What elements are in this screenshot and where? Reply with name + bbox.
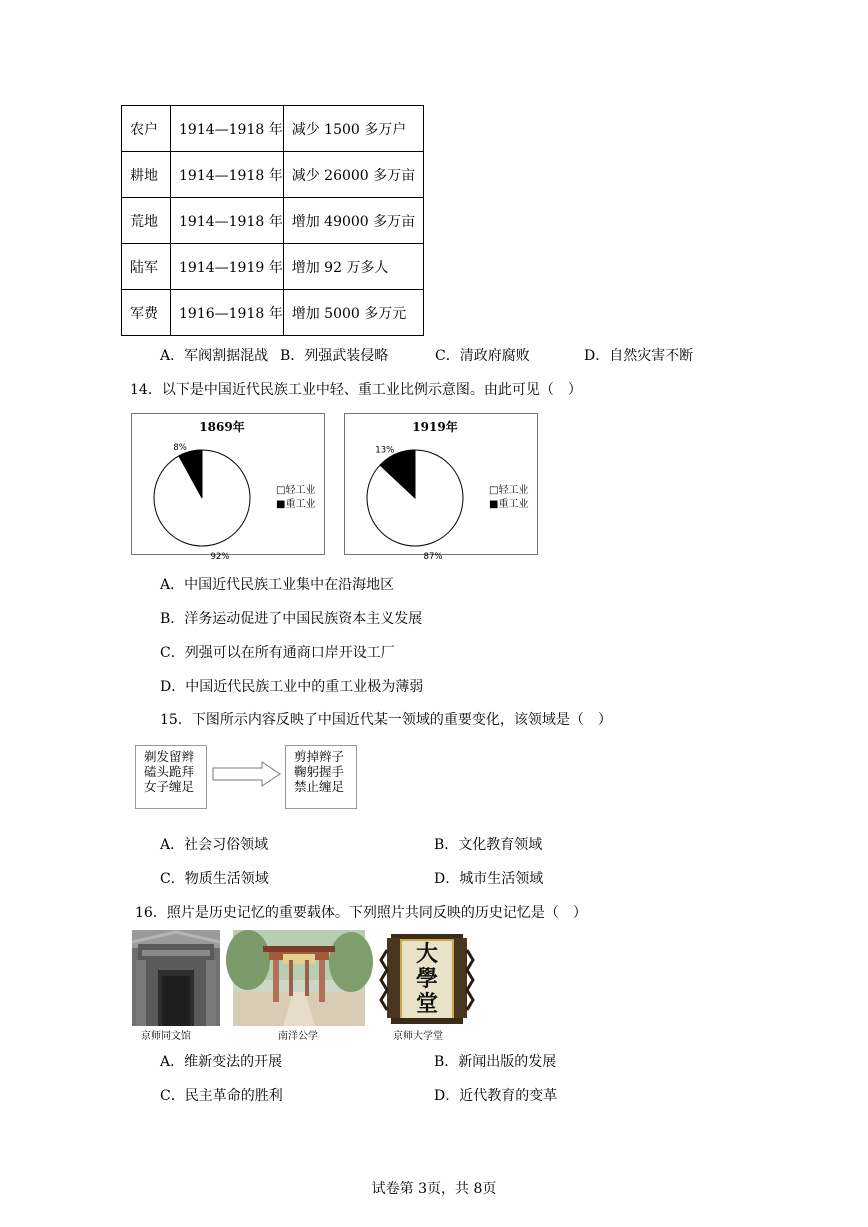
table-row <box>122 106 424 152</box>
before-box <box>135 745 207 809</box>
table-cell: 农户 <box>122 106 171 152</box>
sign-char-1: 大 <box>415 941 438 967</box>
sign-characters <box>409 942 445 1017</box>
q15-option-a: A．社会习俗领域 <box>160 837 269 853</box>
pie-title: 1919年 <box>412 420 458 434</box>
table-cell: 耕地 <box>122 152 171 198</box>
legend-light: □轻工业 <box>276 485 316 496</box>
table-cell: 减少 26000 多万亩 <box>283 152 423 198</box>
table-cell: 陆军 <box>122 244 171 290</box>
before-line-1: 剃发留辫 <box>144 749 195 764</box>
before-line-2: 磕头跪拜 <box>144 764 195 779</box>
q13-option-c: C．清政府腐败 <box>435 348 530 364</box>
table-cell: 1914—1918 年 <box>171 106 284 152</box>
data-table <box>121 105 424 336</box>
sign-char-2: 學 <box>415 966 438 992</box>
table-cell: 1914—1918 年 <box>171 152 284 198</box>
before-line-3: 女子缠足 <box>144 779 195 794</box>
table-cell: 军费 <box>122 290 171 336</box>
table-cell: 增加 5000 多万元 <box>283 290 423 336</box>
q16-stem: 16．照片是历史记忆的重要载体。下列照片共同反映的历史记忆是（ ） <box>135 905 587 921</box>
table-row <box>122 290 424 336</box>
pie-label-light: 87% <box>423 552 443 562</box>
q15-option-c: C．物质生活领域 <box>160 871 269 887</box>
pie-1869-svg <box>132 414 324 562</box>
q14-option-d: D．中国近代民族工业中的重工业极为薄弱 <box>160 679 424 695</box>
q13-option-d: D．自然灾害不断 <box>584 348 694 364</box>
table-cell: 1914—1918 年 <box>171 198 284 244</box>
pie-label-heavy: 8% <box>173 442 187 453</box>
q13-option-b: B．列强武装侵略 <box>280 348 389 364</box>
table-cell: 1914—1919 年 <box>171 244 284 290</box>
photo-tongwenguan <box>132 930 220 1026</box>
q13-option-a: A．军阀割据混战 <box>160 348 269 364</box>
table-cell: 1916—1918 年 <box>171 290 284 336</box>
q16-option-d: D．近代教育的变革 <box>434 1088 558 1104</box>
caption-jingshi-daxuetang: 京师大学堂 <box>393 1031 443 1042</box>
pie-chart-1919 <box>344 413 538 562</box>
q16-option-a: A．维新变法的开展 <box>160 1054 283 1070</box>
after-line-2: 鞠躬握手 <box>294 764 345 779</box>
right-arrow-icon <box>212 760 282 788</box>
table-row <box>122 244 424 290</box>
pie-chart-1869 <box>131 413 325 562</box>
q14-option-c: C．列强可以在所有通商口岸开设工厂 <box>160 645 395 661</box>
q14-stem: 14．以下是中国近代民族工业中轻、重工业比例示意图。由此可见（ ） <box>130 382 582 398</box>
after-line-1: 剪掉辫子 <box>294 749 345 764</box>
photo-jingshi-daxuetang <box>381 930 473 1026</box>
legend-heavy: ■重工业 <box>276 499 316 510</box>
after-line-3: 禁止缠足 <box>294 779 345 794</box>
q15-option-d: D．城市生活领域 <box>434 871 544 887</box>
sign-char-3: 堂 <box>415 991 438 1017</box>
photo-nanyang <box>233 930 365 1026</box>
table-cell: 荒地 <box>122 198 171 244</box>
table-row <box>122 198 424 244</box>
table-cell: 增加 49000 多万亩 <box>283 198 423 244</box>
caption-nanyang: 南洋公学 <box>278 1031 318 1042</box>
q16-option-b: B．新闻出版的发展 <box>434 1054 557 1070</box>
q14-option-b: B．洋务运动促进了中国民族资本主义发展 <box>160 611 423 627</box>
page-footer: 试卷第 3页，共 8页 <box>371 1181 497 1197</box>
table-row <box>122 152 424 198</box>
q15-option-b: B．文化教育领域 <box>434 837 543 853</box>
legend-heavy: ■重工业 <box>489 499 529 510</box>
pie-title: 1869年 <box>199 420 245 434</box>
q14-option-a: A．中国近代民族工业集中在沿海地区 <box>160 577 395 593</box>
pie-label-light: 92% <box>210 552 230 562</box>
table-cell: 减少 1500 多万户 <box>283 106 423 152</box>
q16-option-c: C．民主革命的胜利 <box>160 1088 283 1104</box>
legend-light: □轻工业 <box>489 485 529 496</box>
table-cell: 增加 92 万多人 <box>283 244 423 290</box>
pie-label-heavy: 13% <box>375 445 395 456</box>
caption-tongwenguan: 京师同文馆 <box>141 1031 191 1042</box>
q15-stem: 15．下图所示内容反映了中国近代某一领域的重要变化，该领域是（ ） <box>160 712 612 728</box>
after-box <box>285 745 357 809</box>
pie-1919-svg <box>345 414 537 562</box>
